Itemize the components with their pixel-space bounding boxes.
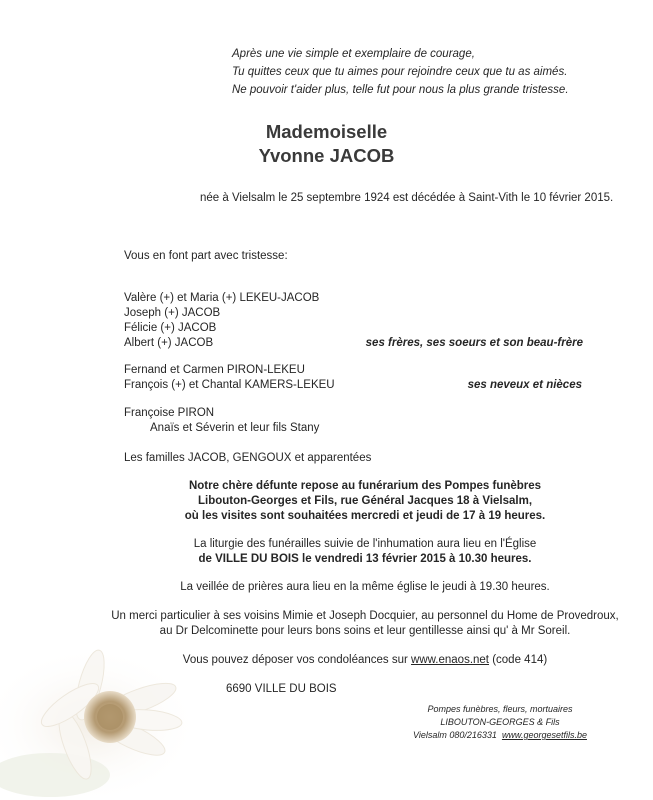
friend-name: Françoise PIRON bbox=[124, 407, 215, 419]
announcement: Vous en font part avec tristesse: bbox=[124, 250, 288, 262]
siblings-relation: ses frères, ses soeurs et son beau-frère bbox=[365, 337, 583, 349]
sibling-line: Albert (+) JACOB bbox=[124, 337, 214, 349]
poem-line-3: Ne pouvoir t'aider plus, telle fut pour nous la plus grande tristesse. bbox=[232, 84, 569, 96]
thanks-line-2: au Dr Delcominette pour leurs bons soins et leur gentillesse ainsi qu' à Mr Soreil. bbox=[159, 625, 571, 637]
thanks-line-1: Un merci particulier à ses voisins Mimie et Joseph Docquier, au personnel du Home de Provedroux, bbox=[111, 610, 619, 622]
vigil-notice: La veillée de prières aura lieu en la même église le jeudi à 19.30 heures. bbox=[180, 581, 550, 593]
funeral-home-line-1: Notre chère défunte repose au funérarium des Pompes funèbres bbox=[188, 480, 542, 492]
sibling-line: Félicie (+) JACOB bbox=[124, 322, 217, 334]
funeral-home-line-2: Libouton-Georges et Fils, rue Général Jacques 18 à Vielsalm, bbox=[197, 495, 533, 507]
poem-line-2: Tu quittes ceux que tu aimes pour rejoindre ceux que tu as aimés. bbox=[232, 66, 568, 78]
liturgy-line-2: de VILLE DU BOIS le vendredi 13 février 2015 à 10.30 heures. bbox=[198, 553, 532, 565]
liturgy-line-1: La liturgie des funérailles suivie de l'inhumation aura lieu en l'Église bbox=[193, 538, 537, 550]
poem-line-1: Après une vie simple et exemplaire de courage, bbox=[232, 48, 475, 60]
deceased-title: Mademoiselle bbox=[265, 121, 388, 142]
birth-death-dates: née à Vielsalm le 25 septembre 1924 est décédée à Saint-Vith le 10 février 2015. bbox=[200, 192, 614, 204]
footer-line-1: Pompes funèbres, fleurs, mortuaires bbox=[427, 704, 573, 714]
funeral-home-line-3: où les visites sont souhaitées mercredi et jeudi de 17 à 19 heures. bbox=[184, 510, 546, 522]
footer-line-2: LIBOUTON-GEORGES & Fils bbox=[440, 717, 560, 727]
nephews-relation: ses neveux et nièces bbox=[467, 379, 582, 391]
extended-families: Les familles JACOB, GENGOUX et apparentées bbox=[124, 452, 372, 464]
footer-website-link[interactable]: www.georgesetfils.be bbox=[501, 730, 587, 740]
friend-family: Anaïs et Séverin et leur fils Stany bbox=[150, 422, 320, 434]
condolences-notice: Vous pouvez déposer vos condoléances sur www.enaos.net (code 414) bbox=[182, 654, 548, 666]
sibling-line: Joseph (+) JACOB bbox=[124, 307, 221, 319]
footer-contact: Vielsalm 080/216331 www.georgesetfils.be bbox=[413, 730, 587, 740]
nephew-line: François (+) et Chantal KAMERS-LEKEU bbox=[124, 379, 335, 391]
condolences-link[interactable]: www.enaos.net bbox=[411, 654, 490, 666]
deceased-name: Yvonne JACOB bbox=[258, 145, 395, 166]
nephew-line: Fernand et Carmen PIRON-LEKEU bbox=[124, 364, 305, 376]
sibling-line: Valère (+) et Maria (+) LEKEU-JACOB bbox=[124, 292, 320, 304]
address: 6690 VILLE DU BOIS bbox=[226, 683, 337, 695]
